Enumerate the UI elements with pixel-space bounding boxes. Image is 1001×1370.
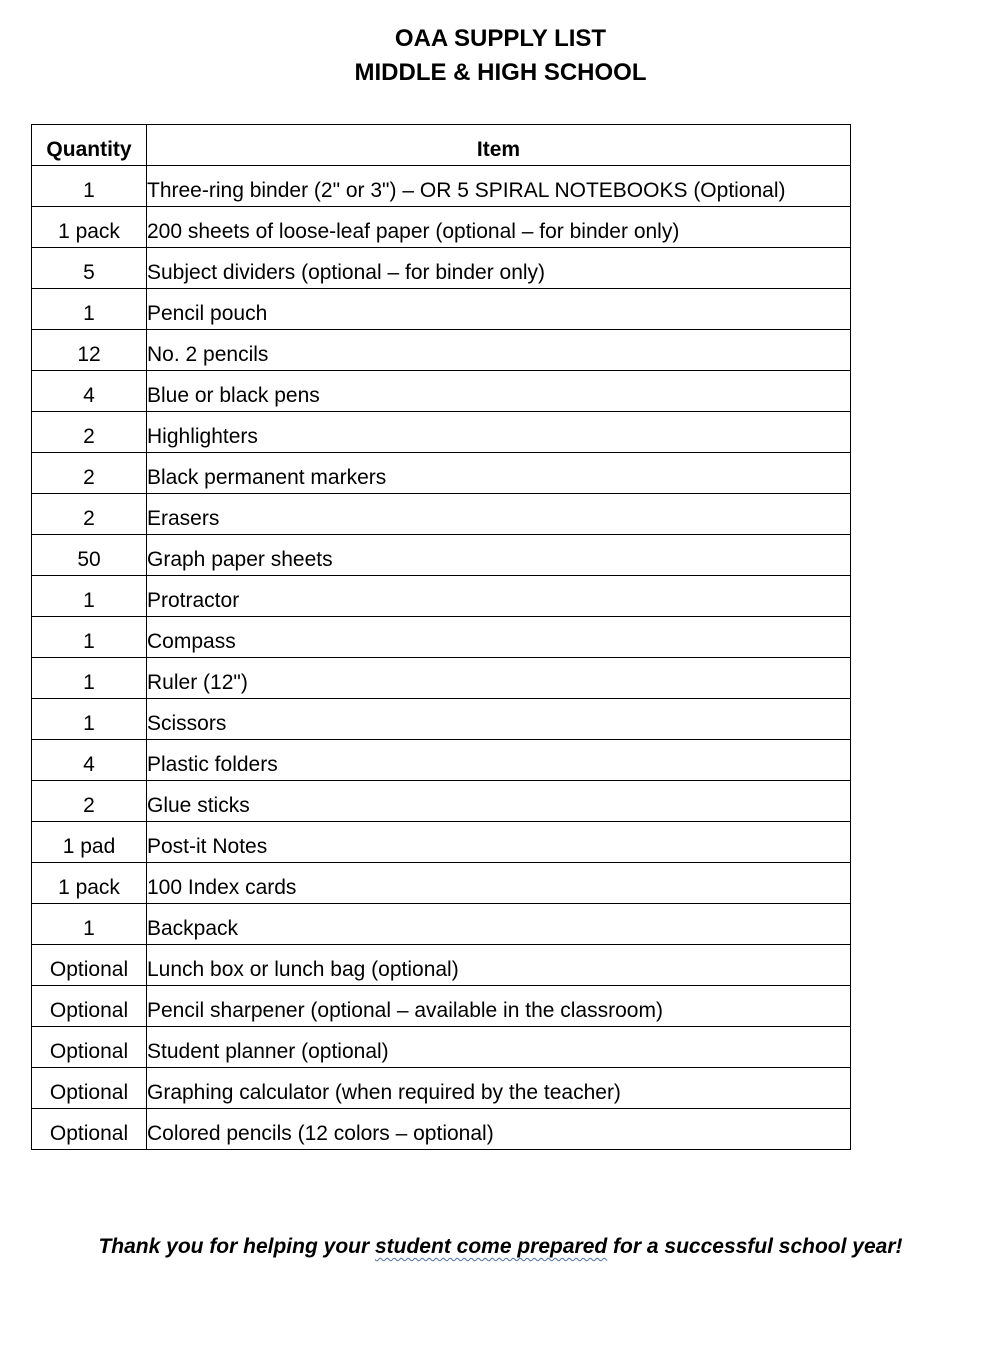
thank-you-text-end: for a successful school year! (607, 1235, 903, 1258)
item-cell: Blue or black pens (147, 371, 851, 412)
table-row (32, 494, 851, 535)
quantity-header: Quantity (32, 125, 147, 166)
table-row (32, 453, 851, 494)
quantity-cell: 1 (32, 617, 147, 658)
thank-you-text-start: Thank you for helping your (98, 1235, 375, 1258)
item-cell: Compass (147, 617, 851, 658)
quantity-cell: 5 (32, 248, 147, 289)
table-row (32, 207, 851, 248)
item-cell: Highlighters (147, 412, 851, 453)
item-header: Item (147, 125, 851, 166)
table-row (32, 822, 851, 863)
item-cell: Black permanent markers (147, 453, 851, 494)
quantity-cell: 1 (32, 289, 147, 330)
table-row (32, 699, 851, 740)
item-cell: Scissors (147, 699, 851, 740)
item-cell: 200 sheets of loose-leaf paper (optional – for binder only) (147, 207, 851, 248)
item-cell: 100 Index cards (147, 863, 851, 904)
table-row (32, 617, 851, 658)
item-cell: Pencil pouch (147, 289, 851, 330)
table-row (32, 248, 851, 289)
item-cell: Three-ring binder (2" or 3") – OR 5 SPIRAL NOTEBOOKS (Optional) (147, 166, 851, 207)
table-row (32, 289, 851, 330)
quantity-cell: 4 (32, 371, 147, 412)
item-cell: Plastic folders (147, 740, 851, 781)
table-row (32, 945, 851, 986)
quantity-cell: Optional (32, 1109, 147, 1150)
item-cell: Graph paper sheets (147, 535, 851, 576)
table-row (32, 412, 851, 453)
table-row (32, 535, 851, 576)
table-row (32, 166, 851, 207)
quantity-cell: 2 (32, 453, 147, 494)
supply-table (31, 124, 851, 1150)
table-header-row (32, 125, 851, 166)
table-row (32, 658, 851, 699)
table-row (32, 740, 851, 781)
quantity-cell: 1 (32, 576, 147, 617)
item-cell: Erasers (147, 494, 851, 535)
table-row (32, 1068, 851, 1109)
table-row (32, 330, 851, 371)
table-row (32, 1109, 851, 1150)
table-row (32, 904, 851, 945)
quantity-cell: 2 (32, 412, 147, 453)
item-cell: Lunch box or lunch bag (optional) (147, 945, 851, 986)
quantity-cell: 1 pack (32, 863, 147, 904)
thank-you-text-underlined: student come prepared (374, 1235, 608, 1258)
table-row (32, 1027, 851, 1068)
quantity-cell: 1 (32, 166, 147, 207)
table-row (32, 781, 851, 822)
quantity-cell: 4 (32, 740, 147, 781)
table-row (32, 986, 851, 1027)
quantity-cell: 2 (32, 494, 147, 535)
item-cell: Subject dividers (optional – for binder only) (147, 248, 851, 289)
item-cell: Protractor (147, 576, 851, 617)
quantity-cell: 1 pad (32, 822, 147, 863)
quantity-cell: Optional (32, 1027, 147, 1068)
quantity-cell: 1 (32, 904, 147, 945)
quantity-cell: 1 pack (32, 207, 147, 248)
item-cell: Backpack (147, 904, 851, 945)
item-cell: Post-it Notes (147, 822, 851, 863)
quantity-cell: 1 (32, 658, 147, 699)
item-cell: Colored pencils (12 colors – optional) (147, 1109, 851, 1150)
table-row (32, 371, 851, 412)
table-row (32, 863, 851, 904)
title-line-1: OAA SUPPLY LIST (394, 25, 607, 52)
item-cell: No. 2 pencils (147, 330, 851, 371)
quantity-cell: 12 (32, 330, 147, 371)
quantity-cell: 2 (32, 781, 147, 822)
quantity-cell: 1 (32, 699, 147, 740)
item-cell: Ruler (12") (147, 658, 851, 699)
quantity-cell: Optional (32, 1068, 147, 1109)
quantity-cell: Optional (32, 986, 147, 1027)
item-cell: Glue sticks (147, 781, 851, 822)
title-line-2: MIDDLE & HIGH SCHOOL (354, 59, 647, 86)
document-title (0, 22, 1001, 90)
item-cell: Graphing calculator (when required by the teacher) (147, 1068, 851, 1109)
thank-you-note (0, 1235, 1001, 1259)
quantity-cell: Optional (32, 945, 147, 986)
quantity-cell: 50 (32, 535, 147, 576)
table-row (32, 576, 851, 617)
item-cell: Pencil sharpener (optional – available in the classroom) (147, 986, 851, 1027)
item-cell: Student planner (optional) (147, 1027, 851, 1068)
